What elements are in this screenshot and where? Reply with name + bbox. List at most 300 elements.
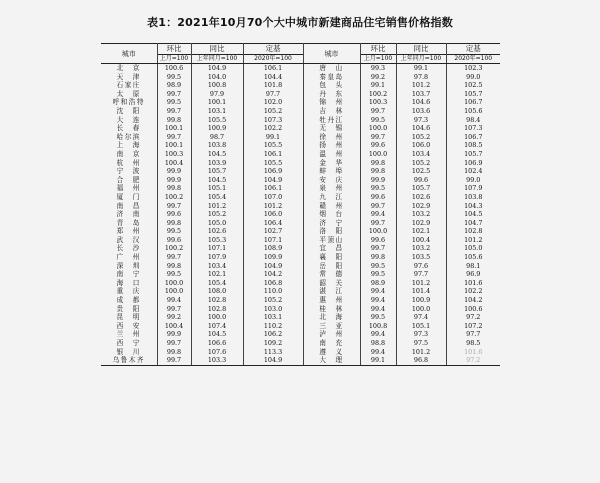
- cell-city-left: 银 川: [101, 348, 157, 357]
- table-row: [101, 202, 500, 211]
- cell-city-left: 南 昌: [101, 202, 157, 211]
- cell-city-right: 宜 昌: [303, 244, 360, 253]
- cell-mom-left: 100.4: [157, 322, 191, 331]
- cell-mom-right: 99.7: [360, 133, 396, 142]
- table-title: 表1：2021年10月70个大中城市新建商品住宅销售价格指数: [147, 16, 453, 29]
- table-row: [101, 348, 500, 357]
- cell-mom-right: 99.4: [360, 210, 396, 219]
- table-row: [101, 287, 500, 296]
- cell-city-left: 福 州: [101, 184, 157, 193]
- cell-base-left: 102.7: [243, 227, 303, 236]
- cell-yoy-left: 107.4: [191, 322, 243, 331]
- cell-city-left: 天 津: [101, 73, 157, 82]
- cell-base-left: 105.2: [243, 296, 303, 305]
- cell-base-left: 106.8: [243, 279, 303, 288]
- cell-city-right: 湛 江: [303, 287, 360, 296]
- cell-mom-right: 100.3: [360, 98, 396, 107]
- cell-city-left: 成 都: [101, 296, 157, 305]
- mom-subheader-right: 上月=100: [360, 55, 396, 64]
- cell-yoy-right: 104.6: [396, 98, 446, 107]
- cell-yoy-left: 100.0: [191, 313, 243, 322]
- cell-base-left: 106.4: [243, 219, 303, 228]
- cell-city-left: 哈尔滨: [101, 133, 157, 142]
- cell-base-left: 106.0: [243, 210, 303, 219]
- cell-city-right: 济 宁: [303, 219, 360, 228]
- cell-mom-right: 99.5: [360, 116, 396, 125]
- cell-yoy-left: 108.0: [191, 287, 243, 296]
- cell-city-right: 遵 义: [303, 348, 360, 357]
- cell-yoy-left: 105.2: [191, 210, 243, 219]
- cell-base-left: 113.3: [243, 348, 303, 357]
- cell-mom-right: 99.6: [360, 236, 396, 245]
- cell-city-right: 岳 阳: [303, 262, 360, 271]
- cell-mom-left: 99.9: [157, 167, 191, 176]
- cell-yoy-right: 105.2: [396, 159, 446, 168]
- cell-mom-right: 99.7: [360, 219, 396, 228]
- cell-mom-left: 100.1: [157, 141, 191, 150]
- cell-city-left: 长 春: [101, 124, 157, 133]
- cell-city-right: 九 江: [303, 193, 360, 202]
- cell-city-left: 呼和浩特: [101, 98, 157, 107]
- cell-base-right: 106.7: [464, 98, 483, 107]
- cell-base-left: 106.2: [243, 330, 303, 339]
- base-header-left: 定基: [243, 44, 303, 55]
- cell-mom-right: 99.7: [360, 107, 396, 116]
- cell-yoy-right: 103.6: [396, 107, 446, 116]
- cell-city-right: 平顶山: [303, 236, 360, 245]
- cell-base-right: 98.4: [466, 115, 481, 124]
- cell-city-right: 牡丹江: [303, 116, 360, 125]
- table-row: [101, 124, 500, 133]
- cell-yoy-right: 96.8: [396, 356, 446, 365]
- cell-city-left: 青 岛: [101, 219, 157, 228]
- cell-yoy-right: 105.2: [396, 133, 446, 142]
- cell-mom-right: 99.6: [360, 141, 396, 150]
- cell-city-right: 唐 山: [303, 64, 360, 73]
- cell-base-right: 106.9: [464, 158, 483, 167]
- table-row: [101, 262, 500, 271]
- cell-mom-right: 99.4: [360, 305, 396, 314]
- cell-city-left: 太 原: [101, 90, 157, 99]
- cell-base-right: 105.6: [464, 253, 483, 262]
- cell-mom-right: 99.1: [360, 81, 396, 90]
- cell-city-left: 北 京: [101, 64, 157, 73]
- cell-city-left: 贵 阳: [101, 305, 157, 314]
- cell-city-right: 桂 林: [303, 305, 360, 314]
- cell-base-right: 96.9: [466, 270, 481, 279]
- cell-base-right: 102.5: [464, 81, 483, 90]
- cell-mom-right: 100.0: [360, 124, 396, 133]
- cell-yoy-left: 105.0: [191, 219, 243, 228]
- cell-mom-right: 100.0: [360, 227, 396, 236]
- cell-city-right: 三 亚: [303, 322, 360, 331]
- table-row: [101, 356, 500, 365]
- cell-mom-left: 99.7: [157, 339, 191, 348]
- cell-mom-left: 99.8: [157, 116, 191, 125]
- cell-mom-left: 99.4: [157, 296, 191, 305]
- cell-yoy-right: 102.9: [396, 202, 446, 211]
- cell-city-right: 温 州: [303, 150, 360, 159]
- cell-yoy-left: 105.5: [191, 116, 243, 125]
- cell-mom-left: 99.5: [157, 227, 191, 236]
- cell-mom-right: 99.5: [360, 184, 396, 193]
- cell-mom-right: 99.2: [360, 73, 396, 82]
- table-row: [101, 64, 500, 73]
- cell-base-right: 104.3: [464, 201, 483, 210]
- cell-base-right: 105.0: [464, 244, 483, 253]
- base-subheader-left: 2020年=100: [243, 55, 303, 64]
- table-row: [101, 313, 500, 322]
- cell-city-right: 泉 州: [303, 184, 360, 193]
- cell-city-left: 济 南: [101, 210, 157, 219]
- cell-base-left: 107.1: [243, 236, 303, 245]
- table-row: [101, 330, 500, 339]
- cell-yoy-left: 105.4: [191, 193, 243, 202]
- cell-city-right: 韶 关: [303, 279, 360, 288]
- cell-base-right: 105.7: [464, 89, 483, 98]
- cell-yoy-left: 107.9: [191, 253, 243, 262]
- table-row: [101, 184, 500, 193]
- cell-mom-left: 100.4: [157, 159, 191, 168]
- cell-mom-left: 100.1: [157, 124, 191, 133]
- table-row: [101, 116, 500, 125]
- table-row: [101, 133, 500, 142]
- cell-base-left: 109.2: [243, 339, 303, 348]
- cell-mom-left: 100.0: [157, 279, 191, 288]
- cell-base-right: 99.0: [466, 72, 481, 81]
- cell-yoy-left: 104.5: [191, 150, 243, 159]
- cell-mom-left: 99.8: [157, 262, 191, 271]
- cell-base-left: 105.5: [243, 141, 303, 150]
- cell-base-left: 104.9: [243, 262, 303, 271]
- table-row: [101, 227, 500, 236]
- cell-mom-right: 99.3: [360, 64, 396, 73]
- cell-yoy-left: 103.3: [191, 356, 243, 365]
- cell-city-left: 上 海: [101, 141, 157, 150]
- cell-mom-right: 99.4: [360, 287, 396, 296]
- cell-base-left: 106.1: [243, 184, 303, 193]
- table-row: [101, 296, 500, 305]
- cell-mom-left: 99.8: [157, 219, 191, 228]
- yoy-subheader-right: 上年同月=100: [396, 55, 446, 64]
- table-row: [101, 279, 500, 288]
- cell-base-right: 102.3: [464, 64, 483, 72]
- cell-city-left: 宁 波: [101, 167, 157, 176]
- cell-base-left: 110.0: [243, 287, 303, 296]
- cell-base-right: 105.7: [464, 149, 483, 158]
- cell-mom-left: 99.5: [157, 73, 191, 82]
- cell-base-left: 105.2: [243, 107, 303, 116]
- cell-yoy-left: 107.6: [191, 348, 243, 357]
- yoy-header-left: 同比: [191, 44, 243, 55]
- cell-city-right: 丹 东: [303, 90, 360, 99]
- cell-mom-left: 99.2: [157, 313, 191, 322]
- cell-city-left: 南 宁: [101, 270, 157, 279]
- cell-base-left: 102.0: [243, 98, 303, 107]
- cell-yoy-right: 99.1: [396, 64, 446, 73]
- table-row: [101, 219, 500, 228]
- table-row: [101, 90, 500, 99]
- cell-city-right: 惠 州: [303, 296, 360, 305]
- cell-city-left: 兰 州: [101, 330, 157, 339]
- cell-yoy-right: 99.6: [396, 176, 446, 185]
- cell-yoy-right: 102.9: [396, 219, 446, 228]
- cell-yoy-right: 105.1: [396, 322, 446, 331]
- cell-base-left: 104.9: [243, 356, 303, 365]
- cell-yoy-left: 100.8: [191, 81, 243, 90]
- table-row: [101, 270, 500, 279]
- cell-base-right: 102.4: [464, 167, 483, 176]
- mom-header-left: 环比: [157, 44, 191, 55]
- cell-yoy-right: 97.8: [396, 73, 446, 82]
- cell-yoy-left: 105.7: [191, 167, 243, 176]
- cell-mom-left: 100.0: [157, 287, 191, 296]
- table-row: [101, 81, 500, 90]
- city-header-right: 城市: [303, 44, 360, 64]
- table-row: [101, 141, 500, 150]
- mom-subheader-left: 上月=100: [157, 55, 191, 64]
- table-row: [101, 167, 500, 176]
- cell-base-left: 101.2: [243, 202, 303, 211]
- table-row: [101, 176, 500, 185]
- cell-mom-left: 99.7: [157, 305, 191, 314]
- cell-city-right: 无 锡: [303, 124, 360, 133]
- cell-yoy-left: 102.8: [191, 296, 243, 305]
- cell-base-right: 101.6: [464, 278, 483, 287]
- cell-yoy-left: 102.6: [191, 227, 243, 236]
- cell-city-left: 长 沙: [101, 244, 157, 253]
- cell-city-right: 襄 阳: [303, 253, 360, 262]
- table-row: [101, 322, 500, 331]
- cell-city-left: 沈 阳: [101, 107, 157, 116]
- cell-yoy-right: 104.6: [396, 124, 446, 133]
- base-header-right: 定基: [446, 44, 500, 55]
- city-header-left: 城市: [101, 44, 157, 64]
- cell-yoy-left: 97.9: [191, 90, 243, 99]
- cell-city-left: 石家庄: [101, 81, 157, 90]
- table-row: [101, 73, 500, 82]
- cell-base-left: 102.2: [243, 124, 303, 133]
- cell-base-right: 98.1: [466, 261, 481, 270]
- cell-yoy-right: 105.7: [396, 184, 446, 193]
- cell-yoy-left: 103.1: [191, 107, 243, 116]
- cell-base-right: 102.2: [464, 287, 483, 296]
- cell-yoy-left: 104.5: [191, 176, 243, 185]
- cell-base-left: 97.7: [243, 90, 303, 99]
- cell-base-left: 101.8: [243, 81, 303, 90]
- cell-yoy-left: 102.8: [191, 305, 243, 314]
- cell-yoy-right: 103.4: [396, 150, 446, 159]
- cell-yoy-left: 104.9: [191, 64, 243, 73]
- table-row: [101, 150, 500, 159]
- cell-yoy-right: 100.9: [396, 296, 446, 305]
- cell-yoy-left: 105.1: [191, 184, 243, 193]
- cell-city-left: 大 连: [101, 116, 157, 125]
- cell-city-left: 广 州: [101, 253, 157, 262]
- cell-base-right: 107.2: [464, 321, 483, 330]
- cell-yoy-right: 101.2: [396, 81, 446, 90]
- cell-mom-left: 99.6: [157, 210, 191, 219]
- cell-city-left: 海 口: [101, 279, 157, 288]
- cell-mom-left: 99.9: [157, 330, 191, 339]
- cell-mom-left: 99.5: [157, 98, 191, 107]
- cell-base-left: 106.9: [243, 167, 303, 176]
- cell-city-right: 徐 州: [303, 133, 360, 142]
- cell-yoy-left: 104.0: [191, 73, 243, 82]
- cell-yoy-right: 97.7: [396, 270, 446, 279]
- cell-base-right: 97.7: [466, 330, 481, 339]
- table-row: [101, 339, 500, 348]
- cell-mom-right: 99.5: [360, 313, 396, 322]
- cell-city-right: 赣 州: [303, 202, 360, 211]
- cell-city-left: 郑 州: [101, 227, 157, 236]
- cell-mom-right: 100.0: [360, 150, 396, 159]
- cell-base-right: 104.7: [464, 218, 483, 227]
- cell-mom-left: 99.7: [157, 202, 191, 211]
- cell-base-right: 100.6: [464, 304, 483, 313]
- cell-yoy-left: 98.7: [191, 133, 243, 142]
- cell-yoy-left: 103.4: [191, 262, 243, 271]
- cell-city-right: 常 德: [303, 270, 360, 279]
- mom-header-right: 环比: [360, 44, 396, 55]
- cell-mom-right: 99.4: [360, 330, 396, 339]
- cell-base-left: 106.1: [243, 64, 303, 73]
- cell-mom-left: 98.9: [157, 81, 191, 90]
- cell-mom-right: 100.2: [360, 90, 396, 99]
- cell-city-right: 包 头: [303, 81, 360, 90]
- cell-mom-right: 99.8: [360, 159, 396, 168]
- cell-base-left: 108.9: [243, 244, 303, 253]
- cell-city-left: 武 汉: [101, 236, 157, 245]
- cell-yoy-right: 97.4: [396, 313, 446, 322]
- cell-mom-left: 100.2: [157, 193, 191, 202]
- cell-yoy-left: 105.4: [191, 279, 243, 288]
- cell-yoy-right: 101.2: [396, 348, 446, 357]
- cell-yoy-right: 102.5: [396, 167, 446, 176]
- table-body: [101, 64, 500, 366]
- cell-city-right: 洛 阳: [303, 227, 360, 236]
- cell-yoy-right: 103.2: [396, 244, 446, 253]
- cell-yoy-right: 102.6: [396, 193, 446, 202]
- table-row: [101, 253, 500, 262]
- cell-mom-left: 100.6: [157, 64, 191, 73]
- cell-yoy-right: 103.2: [396, 210, 446, 219]
- cell-base-right: 101.6: [464, 347, 483, 356]
- table-row: [101, 244, 500, 253]
- cell-city-left: 昆 明: [101, 313, 157, 322]
- table-row: [101, 98, 500, 107]
- cell-mom-right: 99.5: [360, 262, 396, 271]
- cell-mom-right: 99.8: [360, 167, 396, 176]
- base-subheader-right: 2020年=100: [446, 55, 500, 64]
- cell-city-right: 泸 州: [303, 330, 360, 339]
- cell-city-left: 厦 门: [101, 193, 157, 202]
- table-row: [101, 210, 500, 219]
- cell-base-right: 107.9: [464, 184, 483, 193]
- cell-yoy-right: 97.5: [396, 339, 446, 348]
- cell-mom-right: 99.6: [360, 193, 396, 202]
- table-row: [101, 236, 500, 245]
- cell-city-right: 扬 州: [303, 141, 360, 150]
- cell-base-left: 105.5: [243, 159, 303, 168]
- cell-city-left: 深 圳: [101, 262, 157, 271]
- cell-city-right: 烟 台: [303, 210, 360, 219]
- cell-mom-left: 99.5: [157, 270, 191, 279]
- cell-yoy-right: 97.3: [396, 116, 446, 125]
- cell-mom-left: 99.9: [157, 176, 191, 185]
- cell-mom-left: 99.7: [157, 90, 191, 99]
- price-index-table: [101, 43, 500, 366]
- cell-yoy-right: 100.4: [396, 236, 446, 245]
- cell-mom-right: 99.9: [360, 176, 396, 185]
- yoy-subheader-left: 上年同月=100: [191, 55, 243, 64]
- cell-mom-left: 99.8: [157, 348, 191, 357]
- cell-yoy-left: 100.9: [191, 124, 243, 133]
- cell-city-right: 北 海: [303, 313, 360, 322]
- cell-base-left: 110.2: [243, 322, 303, 331]
- cell-city-right: 秦皇岛: [303, 73, 360, 82]
- cell-base-left: 107.0: [243, 193, 303, 202]
- cell-base-left: 99.1: [243, 133, 303, 142]
- cell-base-right: 99.0: [466, 175, 481, 184]
- cell-city-left: 杭 州: [101, 159, 157, 168]
- cell-city-right: 锦 州: [303, 98, 360, 107]
- cell-mom-left: 99.7: [157, 253, 191, 262]
- cell-mom-right: 99.7: [360, 244, 396, 253]
- cell-mom-left: 100.2: [157, 244, 191, 253]
- cell-base-right: 101.2: [464, 235, 483, 244]
- cell-base-right: 107.3: [464, 124, 483, 133]
- cell-base-right: 104.5: [464, 210, 483, 219]
- cell-base-right: 97.2: [466, 313, 481, 322]
- cell-base-right: 105.6: [464, 106, 483, 115]
- cell-city-left: 合 肥: [101, 176, 157, 185]
- cell-base-left: 104.2: [243, 270, 303, 279]
- cell-city-right: 吉 林: [303, 107, 360, 116]
- cell-yoy-right: 97.6: [396, 262, 446, 271]
- cell-base-left: 107.3: [243, 116, 303, 125]
- cell-city-right: 蚌 埠: [303, 167, 360, 176]
- cell-city-left: 南 京: [101, 150, 157, 159]
- cell-base-right: 98.5: [466, 339, 481, 347]
- cell-base-left: 104.9: [243, 176, 303, 185]
- cell-mom-right: 100.8: [360, 322, 396, 331]
- cell-yoy-left: 102.1: [191, 270, 243, 279]
- cell-yoy-left: 103.9: [191, 159, 243, 168]
- cell-yoy-left: 106.6: [191, 339, 243, 348]
- cell-mom-right: 99.1: [360, 356, 396, 365]
- cell-yoy-left: 103.8: [191, 141, 243, 150]
- cell-yoy-left: 100.1: [191, 98, 243, 107]
- cell-yoy-left: 107.1: [191, 244, 243, 253]
- cell-base-right: 102.8: [464, 227, 483, 236]
- cell-city-left: 重 庆: [101, 287, 157, 296]
- cell-base-left: 103.0: [243, 305, 303, 314]
- cell-city-left: 西 宁: [101, 339, 157, 348]
- cell-city-right: 南 充: [303, 339, 360, 348]
- yoy-header-right: 同比: [396, 44, 446, 55]
- cell-mom-right: 99.4: [360, 296, 396, 305]
- cell-yoy-left: 104.5: [191, 330, 243, 339]
- cell-mom-left: 100.3: [157, 150, 191, 159]
- cell-mom-right: 99.5: [360, 270, 396, 279]
- cell-base-right: 108.5: [464, 141, 483, 150]
- cell-city-left: 西 安: [101, 322, 157, 331]
- cell-mom-right: 99.7: [360, 202, 396, 211]
- cell-mom-right: 98.9: [360, 279, 396, 288]
- cell-yoy-left: 101.2: [191, 202, 243, 211]
- cell-mom-right: 99.4: [360, 348, 396, 357]
